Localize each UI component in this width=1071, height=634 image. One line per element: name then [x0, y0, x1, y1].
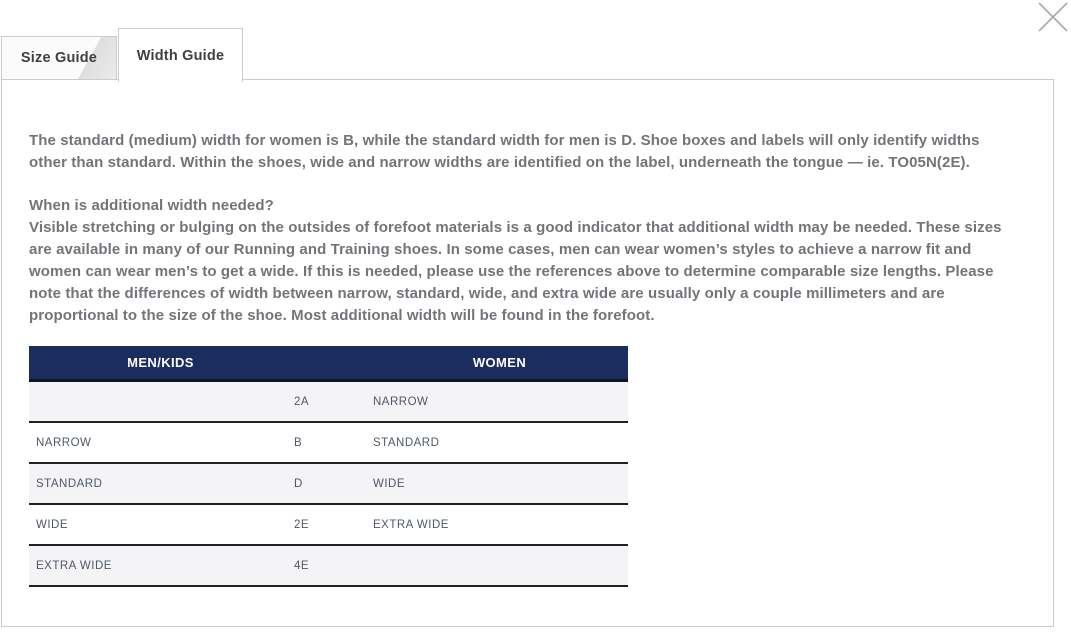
cell-width-code: 2E	[292, 504, 371, 545]
tab-size-guide-label: Size Guide	[20, 50, 98, 66]
table-header-women: WOMEN	[371, 346, 628, 381]
cell-women-label: STANDARD	[371, 422, 628, 463]
width-table-header-row	[29, 346, 628, 381]
cell-men-label	[29, 381, 292, 423]
cell-women-label: WIDE	[371, 463, 628, 504]
table-header-spacer	[292, 346, 371, 381]
tab-size-guide[interactable]	[1, 36, 117, 80]
tab-width-guide-label: Width Guide	[136, 47, 225, 64]
width-guide-panel	[1, 79, 1054, 627]
close-x-glyph	[1035, 0, 1071, 36]
cell-women-label: EXTRA WIDE	[371, 504, 628, 545]
cell-men-label: EXTRA WIDE	[29, 545, 292, 586]
table-row	[29, 504, 628, 545]
question-heading: When is additional width needed?	[29, 197, 274, 214]
width-table	[29, 346, 628, 587]
cell-width-code: 4E	[292, 545, 371, 586]
width-guide-content	[2, 80, 1053, 587]
cell-width-code: B	[292, 422, 371, 463]
tab-width-guide[interactable]	[118, 28, 243, 82]
table-header-men-kids: MEN/KIDS	[29, 346, 292, 381]
table-row	[29, 422, 628, 463]
cell-men-label: NARROW	[29, 422, 292, 463]
cell-women-label: NARROW	[371, 381, 628, 423]
explanation-paragraph: Visible stretching or bulging on the outsides of forefoot materials is a good indicator that additional width may be needed. These sizes are available in many of our Running and Training shoes. In some cases, men can wear women’s styles to achieve a narrow fit and women can wear men’s to get a wide. If this is needed, please use the references above to determine comparable size lengths. Please note that the differences of width between narrow, standard, wide, and extra wide are usually only a couple millimeters and are proportional to the size of the shoe. Most additional width will be found in the forefoot.	[29, 219, 1002, 324]
table-row	[29, 381, 628, 423]
cell-women-label	[371, 545, 628, 586]
table-row	[29, 545, 628, 586]
cell-men-label: WIDE	[29, 504, 292, 545]
cell-width-code: 2A	[292, 381, 371, 423]
intro-paragraph: The standard (medium) width for women is B, while the standard width for men is D. Shoe boxes and labels will only identify widths other than standard. Within the shoes, wide and narrow widths are identified on the label, underneath the tongue — ie. TO05N(2E).	[29, 132, 980, 171]
close-icon[interactable]	[1035, 0, 1071, 36]
cell-men-label: STANDARD	[29, 463, 292, 504]
table-row	[29, 463, 628, 504]
cell-width-code: D	[292, 463, 371, 504]
